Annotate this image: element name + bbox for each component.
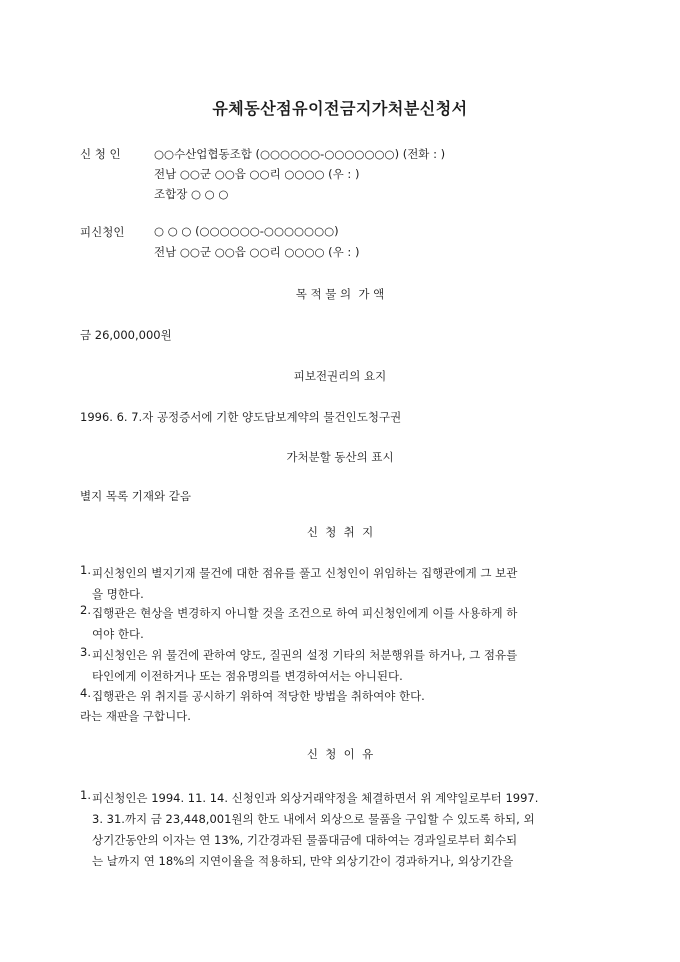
- respondent-block: [80, 224, 620, 264]
- item-line: 3. 31.까지 금 23,448,001원의 한도 내에서 외상으로 물품을 구입할 수 있도록 하되, 외: [92, 812, 535, 826]
- item-line: 을 명한다.: [92, 587, 144, 601]
- respondent-label: 피신청인: [80, 225, 125, 239]
- item-number: 1.: [80, 788, 91, 802]
- right-text: 1996. 6. 7.자 공정증서에 기한 양도담보계약의 물건인도청구권: [80, 410, 402, 424]
- item-line: 집행관은 현상을 변경하지 아니할 것을 조건으로 하여 피신청인에게 이를 사용하게 하: [92, 606, 518, 620]
- reason-heading: 신 청 이 유: [306, 747, 374, 761]
- purpose-heading: 신 청 취 지: [306, 525, 374, 539]
- purpose-item: [80, 645, 610, 689]
- applicant-representative-line: 조합장 ○ ○ ○: [154, 187, 229, 201]
- respondent-name-line: ○ ○ ○ (○○○○○○-○○○○○○○): [154, 224, 339, 238]
- applicant-address-line: 전남 ○○군 ○○읍 ○○리 ○○○○ (우 : ): [154, 167, 360, 181]
- reason-item: [80, 788, 610, 872]
- item-line: 집행관은 위 취지를 공시하기 위하여 적당한 방법을 취하여야 한다.: [92, 689, 425, 703]
- purpose-item: [80, 563, 610, 607]
- purpose-item: [80, 686, 610, 708]
- purpose-closing: 라는 재판을 구합니다.: [80, 709, 191, 723]
- item-number: 4.: [80, 686, 91, 700]
- applicant-name-line: ○○수산업협동조합 (○○○○○○-○○○○○○○) (전화 : ): [154, 147, 446, 161]
- right-heading: 피보전권리의 요지: [293, 369, 387, 383]
- item-line: 피신청인은 위 물건에 관하여 양도, 질권의 설정 기타의 처분행위를 하거나, 그 점유를: [92, 648, 518, 662]
- item-line: 상기간동안의 이자는 연 13%, 기간경과된 물품대금에 대하여는 경과일로부터 회수되: [92, 833, 518, 847]
- property-text: 별지 목록 기재와 같음: [80, 489, 191, 503]
- document-title: 유체동산점유이전금지가처분신청서: [212, 99, 468, 118]
- item-number: 1.: [80, 563, 91, 577]
- item-line: 여야 한다.: [92, 627, 144, 641]
- item-number: 2.: [80, 603, 91, 617]
- applicant-block: [80, 146, 620, 206]
- applicant-label: 신 청 인: [80, 147, 121, 161]
- item-line: 타인에게 이전하거나 또는 점유명의를 변경하여서는 아니된다.: [92, 669, 403, 683]
- value-text: 금 26,000,000원: [80, 328, 172, 342]
- value-heading: 목 적 물 의 가 액: [295, 287, 385, 301]
- item-number: 3.: [80, 645, 91, 659]
- respondent-address-line: 전남 ○○군 ○○읍 ○○리 ○○○○ (우 : ): [154, 245, 360, 259]
- item-line: 피신청인의 별지기재 물건에 대한 점유를 풀고 신청인이 위임하는 집행관에게 그 보관: [92, 566, 518, 580]
- item-line: 는 날까지 연 18%의 지연이율을 적용하되, 만약 외상기간이 경과하거나, 외상기간을: [92, 854, 514, 868]
- purpose-item: [80, 603, 610, 647]
- item-line: 피신청인은 1994. 11. 14. 신청인과 외상거래약정을 체결하면서 위 계약일로부터 1997.: [92, 791, 539, 805]
- property-heading: 가처분할 동산의 표시: [286, 450, 394, 464]
